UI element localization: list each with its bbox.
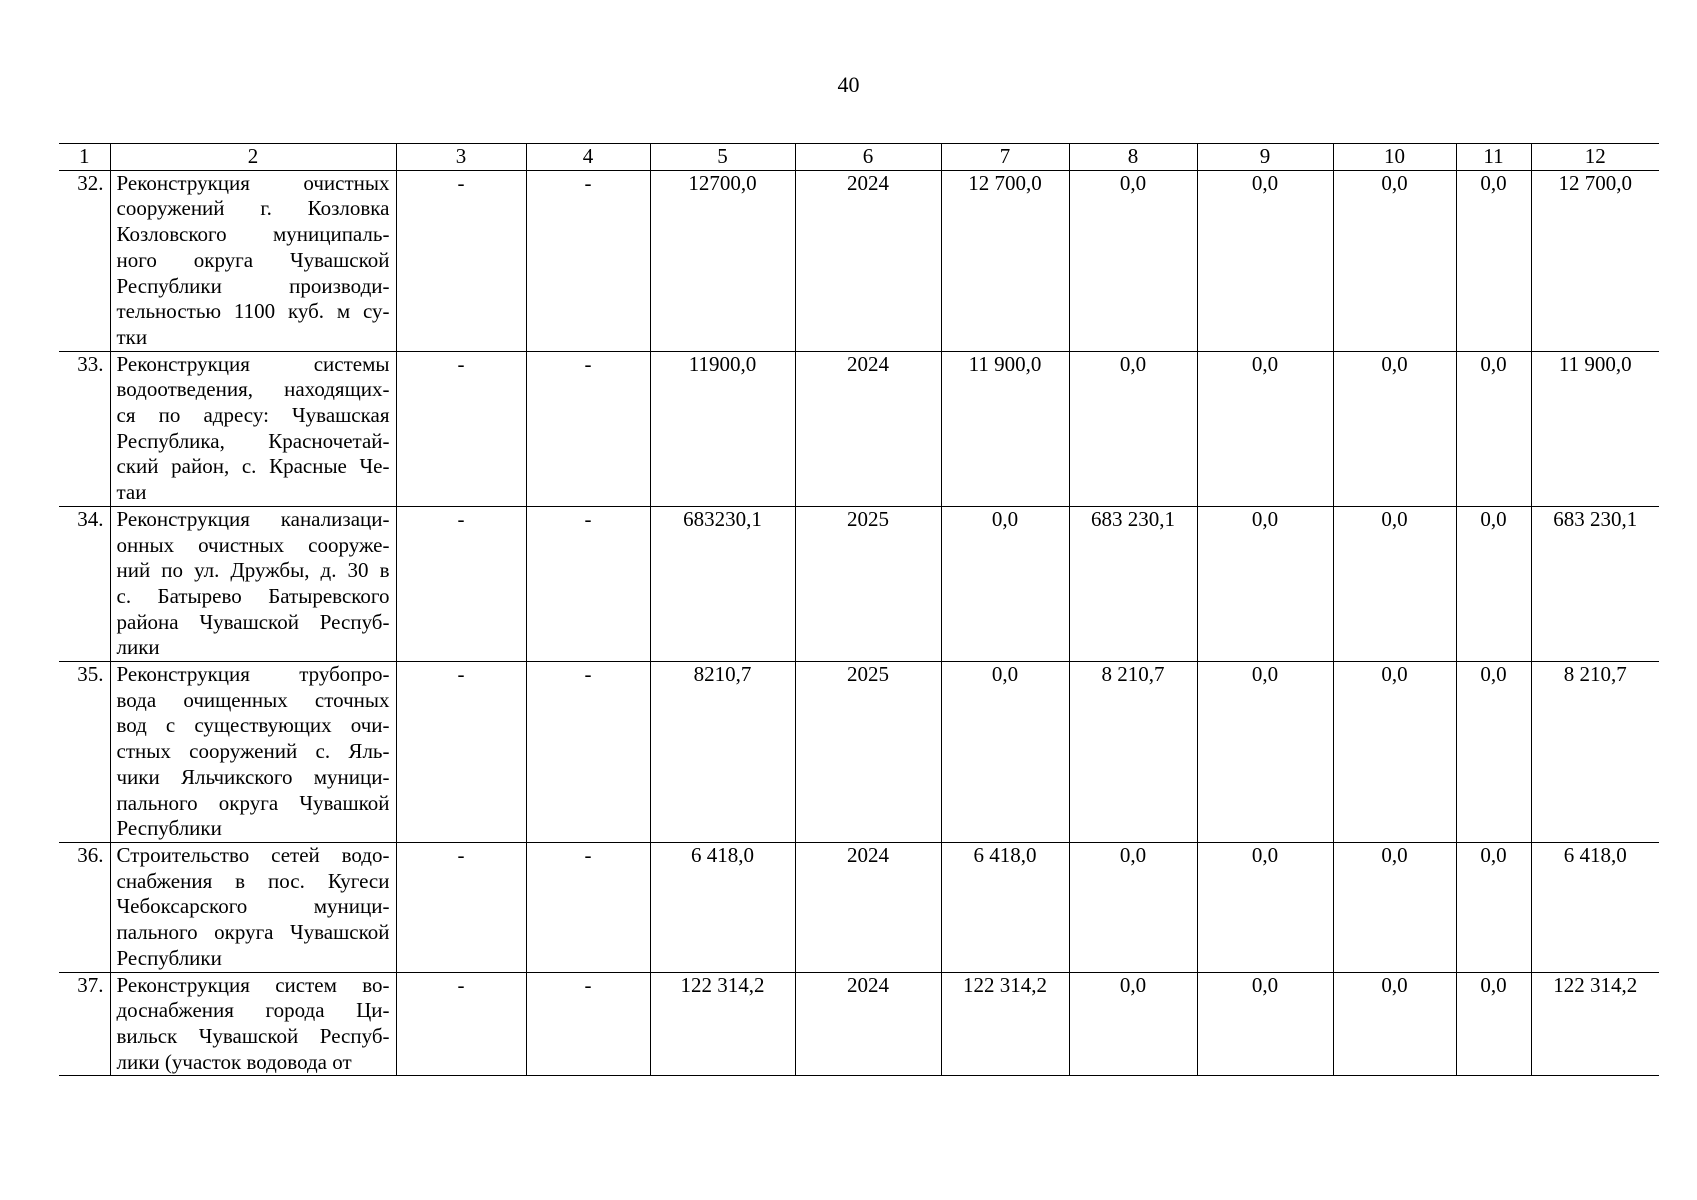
total-cell: 6 418,0 [1531, 842, 1659, 972]
project-name-line: ся по адресу: Чувашская [116, 403, 390, 428]
column-header: 5 [650, 144, 795, 171]
project-name-line: вода очищенных сточных [116, 687, 390, 712]
col7-cell: 11 900,0 [941, 351, 1069, 506]
col5-cell: 8210,7 [650, 662, 795, 843]
project-name-line: пального округа Чувашской [116, 920, 390, 945]
column-header: 11 [1456, 144, 1531, 171]
project-name-line: вод с существующих очи- [116, 713, 390, 738]
col10-cell: 0,0 [1333, 506, 1456, 661]
column-header: 6 [795, 144, 941, 171]
project-name-line: чики Яльчикского муници- [116, 764, 390, 789]
col4-cell: - [526, 351, 650, 506]
project-name-line: стных сооружений с. Яль- [116, 739, 390, 764]
col4-cell: - [526, 662, 650, 843]
project-name-line: таи [116, 480, 147, 505]
row-number: 34. [59, 506, 110, 661]
row-number: 35. [59, 662, 110, 843]
row-number: 36. [59, 842, 110, 972]
col4-cell: - [526, 842, 650, 972]
col3-cell: - [396, 972, 526, 1076]
project-name-line: ний по ул. Дружбы, д. 30 в [116, 558, 390, 583]
col5-cell: 683230,1 [650, 506, 795, 661]
project-name-line: Реконструкция трубопро- [116, 662, 390, 687]
table-row [59, 170, 1659, 351]
col7-cell: 122 314,2 [941, 972, 1069, 1076]
project-name-line: ский район, с. Красные Че- [116, 454, 390, 479]
col11-cell: 0,0 [1456, 506, 1531, 661]
col7-cell: 0,0 [941, 662, 1069, 843]
project-name-cell [110, 170, 396, 351]
col9-cell: 0,0 [1197, 662, 1333, 843]
project-name-line: онных очистных сооруже- [116, 532, 390, 557]
col8-cell: 683 230,1 [1069, 506, 1197, 661]
col3-cell: - [396, 662, 526, 843]
project-name-cell [110, 351, 396, 506]
project-name-cell [110, 842, 396, 972]
table-row [59, 351, 1659, 506]
project-name-cell [110, 972, 396, 1076]
col5-cell: 11900,0 [650, 351, 795, 506]
column-header: 7 [941, 144, 1069, 171]
project-name-line: Чебоксарского муници- [116, 894, 390, 919]
col3-cell: - [396, 842, 526, 972]
table-row [59, 506, 1659, 661]
column-header: 1 [59, 144, 110, 171]
total-cell: 122 314,2 [1531, 972, 1659, 1076]
col9-cell: 0,0 [1197, 351, 1333, 506]
col7-cell: 6 418,0 [941, 842, 1069, 972]
col4-cell: - [526, 170, 650, 351]
project-name-line: ного округа Чувашской [116, 247, 390, 272]
column-header: 3 [396, 144, 526, 171]
total-cell: 12 700,0 [1531, 170, 1659, 351]
year-cell: 2024 [795, 351, 941, 506]
col7-cell: 0,0 [941, 506, 1069, 661]
column-number-row [59, 144, 1659, 171]
project-name-line: Реконструкция очистных [116, 170, 390, 195]
project-name-line: лики (участок водовода от [116, 1049, 352, 1074]
col5-cell: 6 418,0 [650, 842, 795, 972]
col10-cell: 0,0 [1333, 351, 1456, 506]
table-row [59, 842, 1659, 972]
col8-cell: 0,0 [1069, 972, 1197, 1076]
col9-cell: 0,0 [1197, 170, 1333, 351]
project-name-line: сооружений г. Козловка [116, 196, 390, 221]
column-header: 10 [1333, 144, 1456, 171]
year-cell: 2024 [795, 972, 941, 1076]
row-number: 37. [59, 972, 110, 1076]
project-name-line: Реконструкция системы [116, 351, 390, 376]
column-header: 12 [1531, 144, 1659, 171]
page-number: 40 [837, 72, 860, 97]
year-cell: 2024 [795, 842, 941, 972]
project-name-line: Реконструкция систем во- [116, 972, 390, 997]
col11-cell: 0,0 [1456, 351, 1531, 506]
column-header: 9 [1197, 144, 1333, 171]
col11-cell: 0,0 [1456, 972, 1531, 1076]
project-name-line: водоотведения, находящих- [116, 377, 390, 402]
table-row [59, 972, 1659, 1076]
table-row [59, 662, 1659, 843]
project-name-line: Строительство сетей водо- [116, 842, 390, 867]
column-header: 2 [110, 144, 396, 171]
col3-cell: - [396, 351, 526, 506]
col5-cell: 122 314,2 [650, 972, 795, 1076]
col10-cell: 0,0 [1333, 972, 1456, 1076]
col11-cell: 0,0 [1456, 842, 1531, 972]
col10-cell: 0,0 [1333, 170, 1456, 351]
project-name-cell [110, 506, 396, 661]
col9-cell: 0,0 [1197, 972, 1333, 1076]
project-name-line: с. Батырево Батыревского [116, 583, 390, 608]
row-number: 32. [59, 170, 110, 351]
col4-cell: - [526, 972, 650, 1076]
year-cell: 2025 [795, 506, 941, 661]
total-cell: 11 900,0 [1531, 351, 1659, 506]
col5-cell: 12700,0 [650, 170, 795, 351]
year-cell: 2025 [795, 662, 941, 843]
project-name-line: снабжения в пос. Кугеси [116, 868, 390, 893]
project-name-line: Республики [116, 945, 222, 970]
col10-cell: 0,0 [1333, 842, 1456, 972]
project-name-line: тельностью 1100 куб. м су- [116, 299, 390, 324]
col9-cell: 0,0 [1197, 842, 1333, 972]
row-number: 33. [59, 351, 110, 506]
total-cell: 683 230,1 [1531, 506, 1659, 661]
column-header: 4 [526, 144, 650, 171]
col8-cell: 0,0 [1069, 842, 1197, 972]
project-name-line: пального округа Чувашкой [116, 790, 390, 815]
col10-cell: 0,0 [1333, 662, 1456, 843]
project-name-line: Козловского муниципаль- [116, 222, 390, 247]
project-name-line: вильск Чувашской Респуб- [116, 1023, 390, 1048]
year-cell: 2024 [795, 170, 941, 351]
total-cell: 8 210,7 [1531, 662, 1659, 843]
col9-cell: 0,0 [1197, 506, 1333, 661]
col3-cell: - [396, 506, 526, 661]
project-name-line: Республика, Красночетай- [116, 428, 390, 453]
col4-cell: - [526, 506, 650, 661]
project-name-line: доснабжения города Ци- [116, 998, 390, 1023]
project-name-line: лики [116, 635, 160, 660]
col11-cell: 0,0 [1456, 170, 1531, 351]
budget-table [59, 143, 1659, 1076]
project-name-line: района Чувашской Респуб- [116, 609, 390, 634]
col11-cell: 0,0 [1456, 662, 1531, 843]
project-name-line: тки [116, 324, 148, 349]
project-name-line: Республики [116, 816, 222, 841]
project-name-line: Реконструкция канализаци- [116, 506, 390, 531]
col7-cell: 12 700,0 [941, 170, 1069, 351]
project-name-line: Республики производи- [116, 273, 390, 298]
col3-cell: - [396, 170, 526, 351]
col8-cell: 0,0 [1069, 351, 1197, 506]
col8-cell: 8 210,7 [1069, 662, 1197, 843]
project-name-cell [110, 662, 396, 843]
col8-cell: 0,0 [1069, 170, 1197, 351]
column-header: 8 [1069, 144, 1197, 171]
